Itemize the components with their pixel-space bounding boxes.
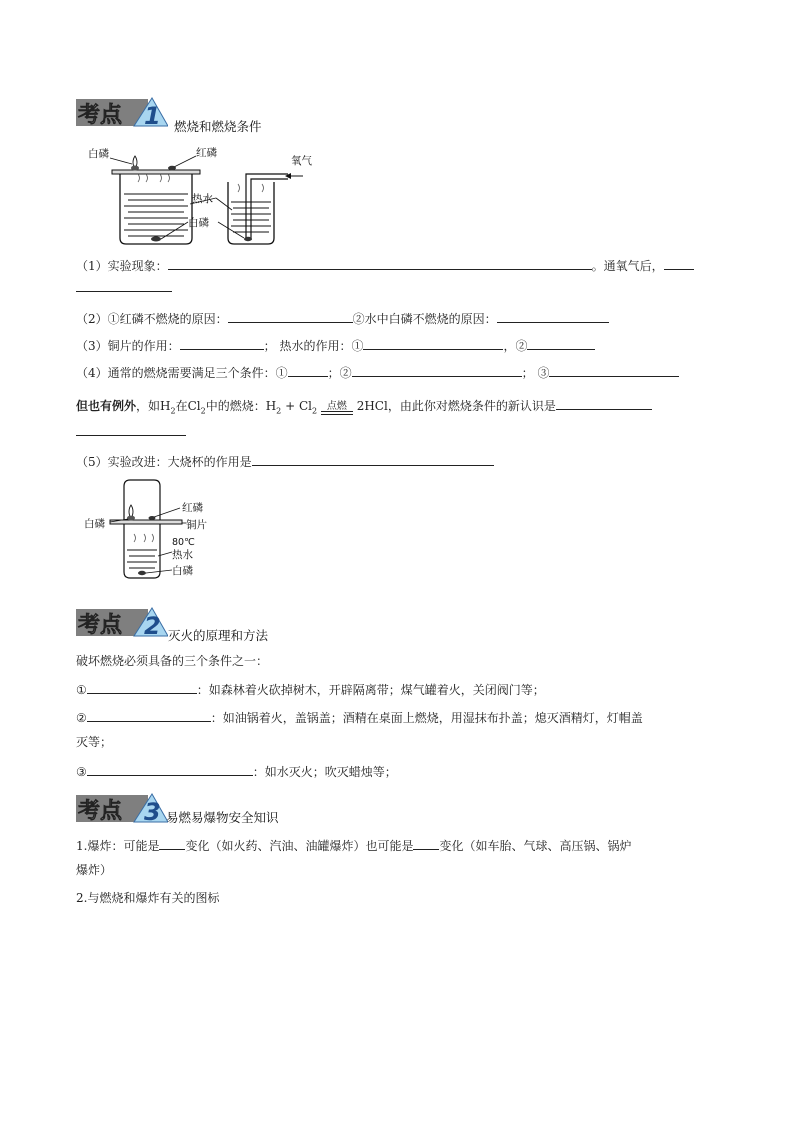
section-badge-1 [76,96,166,128]
badge-3-graphic [76,792,168,824]
answer-blank-1b-cont[interactable] [76,278,172,292]
badge-1-graphic [76,96,168,128]
question-3-line: （3）铜片的作用： ； 热水的作用：① ，② [76,336,595,354]
figure-1-diagram [88,140,328,250]
answer-blank-1a[interactable] [168,256,592,270]
answer-blank-3c[interactable] [527,336,595,350]
question-4-line-3 [76,422,186,440]
answer-blank-4b[interactable] [352,363,522,377]
fig1-label-white-phosphorus-top: 白磷 [88,148,109,160]
s2-line-3: ③ ：如水灭火；吹灭蜡烛等； [76,762,397,780]
answer-blank-4a[interactable] [288,363,328,377]
badge-2-number: 2 [144,612,161,638]
section-1-title: 燃烧和燃烧条件 [174,119,262,134]
badge-1-text: 考点 [78,103,123,128]
answer-blank-4d[interactable] [556,396,652,410]
fig2-label-white-phosphorus-bottom: 白磷 [172,565,193,577]
badge-3-text: 考点 [78,799,123,824]
question-4-line-2: 但也有例外，如$H_2$在$Cl_2$中的燃烧：$H_2 + Cl_2$ 点燃 2HCl，由此你对燃烧条件的新认识是 [76,396,652,419]
answer-blank-3a[interactable] [180,336,264,350]
s3-line-1-cont: 爆炸） [76,863,113,877]
fig2-label-copper-sheet: 铜片 [186,519,207,531]
fig1-label-white-phosphorus-bottom: 白磷 [188,217,209,229]
section-badge-2 [76,606,166,638]
s2-line-2-cont: 灭等； [76,735,113,749]
section-3-title: 易燃易爆物安全知识 [166,810,279,825]
question-1-line: （1）实验现象： 。通氧气后， [76,256,694,274]
s3-line-1: 1.爆炸：可能是 变化（如火药、汽油、油罐爆炸）也可能是 变化（如车胎、气球、高压锅、锅炉 [76,836,631,854]
section-badge-3 [76,792,166,824]
fig2-label-red-phosphorus: 红磷 [182,502,203,514]
badge-2-graphic [76,606,168,638]
answer-blank-4d-cont[interactable] [76,422,186,436]
fig1-label-hot-water: 热水 [192,193,213,205]
s2-blank-3[interactable] [87,762,253,776]
badge-1-number: 1 [144,102,161,128]
s2-line-2: ② ：如油锅着火，盖锅盖；酒精在桌面上燃烧，用湿抹布扑盖；熄灭酒精灯，灯帽盖 [76,708,643,726]
section-2-title: 灭火的原理和方法 [168,628,269,643]
question-2-line: （2）①红磷不燃烧的原因： ②水中白磷不燃烧的原因： [76,309,609,327]
figure-2-diagram [84,476,224,582]
s3-line-2: 2.与燃烧和爆炸有关的图标 [76,891,220,905]
answer-blank-5[interactable] [252,452,494,466]
question-1-line-2 [76,278,172,296]
fig2-label-hot-water: 热水 [172,549,193,561]
s3-blank-2[interactable] [413,836,439,850]
question-5-line: （5）实验改进：大烧杯的作用是 [76,452,494,470]
answer-blank-2a[interactable] [228,309,353,323]
s2-line-1: ① ：如森林着火砍掉树木，开辟隔离带；煤气罐着火，关闭阀门等； [76,680,545,698]
answer-blank-4c[interactable] [549,363,679,377]
s2-blank-1[interactable] [87,680,197,694]
s3-blank-1[interactable] [159,836,185,850]
fig2-label-temperature: 80℃ [172,537,195,548]
fig1-label-red-phosphorus: 红磷 [196,147,217,159]
badge-3-number: 3 [144,798,161,824]
s2-intro: 破坏燃烧必须具备的三个条件之一： [76,654,269,668]
answer-blank-2b[interactable] [497,309,609,323]
answer-blank-3b[interactable] [363,336,503,350]
question-4-line: （4）通常的燃烧需要满足三个条件：① ；② ； ③ [76,363,679,381]
badge-2-text: 考点 [78,613,123,638]
fig2-label-white-phosphorus-left: 白磷 [84,518,105,530]
answer-blank-1b[interactable] [664,256,694,270]
reaction-arrow: 点燃 [321,411,353,419]
fig1-label-oxygen: 氧气 [291,155,312,167]
s2-blank-2[interactable] [87,708,211,722]
